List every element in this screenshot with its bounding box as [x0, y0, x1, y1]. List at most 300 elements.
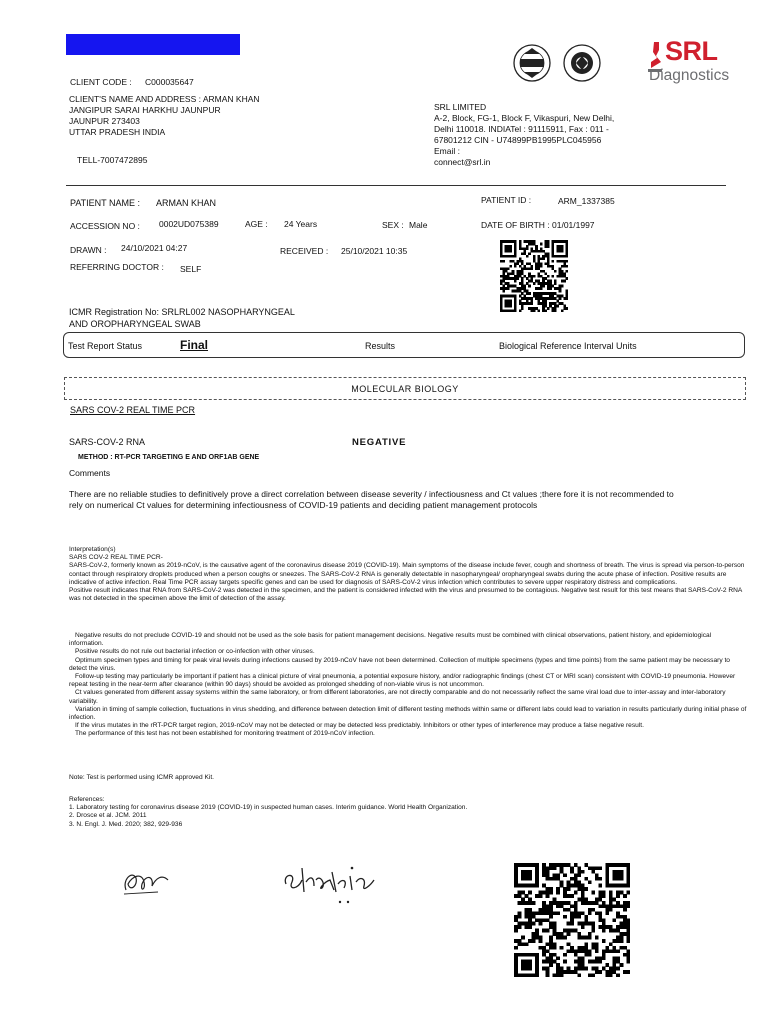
qr-module — [539, 936, 543, 940]
qr-module — [505, 275, 508, 278]
qr-module — [577, 974, 581, 977]
qr-module — [559, 240, 562, 243]
qr-module — [526, 290, 529, 293]
qr-module — [500, 297, 503, 300]
qr-module — [612, 863, 616, 867]
qr-module — [525, 870, 529, 874]
qr-module — [623, 932, 627, 936]
qr-module — [595, 942, 599, 946]
qr-module — [530, 240, 533, 243]
qr-module — [530, 302, 533, 305]
qr-module — [509, 305, 512, 308]
qr-module — [554, 292, 557, 295]
qr-module — [526, 262, 529, 265]
qr-module — [514, 247, 517, 250]
qr-module — [535, 911, 539, 915]
qr-module — [595, 911, 599, 915]
qr-module — [552, 302, 555, 305]
qr-module — [619, 870, 623, 874]
qr-module — [528, 911, 532, 915]
qr-module — [549, 939, 553, 943]
qr-module — [505, 302, 508, 305]
qr-module — [609, 929, 613, 933]
qr-module — [545, 300, 548, 303]
qr-module — [521, 292, 524, 295]
qr-module — [581, 925, 585, 929]
qr-module — [528, 922, 532, 926]
qr-module — [559, 245, 562, 248]
qr-module — [547, 285, 550, 288]
qr-module — [560, 870, 564, 874]
qr-module — [538, 292, 541, 295]
qr-module — [616, 956, 620, 960]
qr-module — [542, 305, 545, 308]
qr-module — [626, 863, 630, 867]
qr-module — [552, 285, 555, 288]
diagnostics-text: Diagnostics — [649, 67, 730, 84]
qr-module — [533, 295, 536, 298]
qr-module — [535, 870, 539, 874]
qr-module — [525, 911, 529, 915]
qr-module — [598, 891, 602, 895]
qr-module — [549, 287, 552, 290]
qr-module — [566, 295, 568, 298]
qr-module — [509, 302, 512, 305]
qr-module — [512, 240, 515, 243]
qr-module — [516, 262, 519, 265]
qr-module — [528, 974, 532, 977]
qr-module — [542, 918, 546, 922]
qr-module — [526, 255, 529, 258]
qr-module — [556, 295, 559, 298]
qr-module — [616, 960, 620, 964]
qr-module — [533, 255, 536, 258]
qr-module — [519, 260, 522, 263]
qr-module — [556, 932, 560, 936]
qr-module — [605, 904, 609, 908]
qr-module — [619, 963, 623, 967]
qr-module — [500, 250, 503, 253]
qr-module — [563, 915, 567, 919]
lab-line-4: Email : — [434, 146, 460, 156]
qr-module — [519, 290, 522, 293]
icmr-line-2: AND OROPHARYNGEAL SWAB — [69, 319, 201, 329]
reference-item: 1. Laboratory testing for coronavirus disease 2019 (COVID-19) in suspected human cases. Interim guidance. World Health Organization. — [69, 804, 468, 812]
qr-module — [556, 247, 559, 250]
qr-module — [577, 866, 581, 870]
qr-module — [561, 260, 564, 263]
qr-module — [535, 265, 538, 268]
qr-module — [619, 873, 623, 877]
qr-module — [500, 255, 503, 258]
qr-module — [516, 287, 519, 290]
qr-module — [514, 963, 518, 967]
qr-module — [545, 302, 548, 305]
qr-module — [542, 307, 545, 310]
qr-module — [588, 880, 592, 884]
qr-module — [552, 295, 555, 298]
qr-module — [602, 939, 606, 943]
qr-module — [554, 310, 557, 312]
qr-module — [532, 932, 536, 936]
qr-module — [509, 295, 512, 298]
qr-module — [542, 280, 545, 283]
received-date: 25/10/2021 10:35 — [341, 246, 408, 256]
qr-module — [532, 915, 536, 919]
qr-module — [502, 267, 505, 270]
qr-module — [559, 275, 562, 278]
qr-module — [546, 904, 550, 908]
qr-module — [545, 272, 548, 275]
qr-module — [518, 953, 522, 957]
qr-module — [542, 255, 545, 258]
qr-module — [570, 904, 574, 908]
qr-module — [546, 974, 550, 977]
qr-module — [626, 866, 630, 870]
reference-item: 2. Drosce et al. JCM. 2011 — [69, 812, 147, 820]
qr-module — [547, 242, 550, 245]
qr-module — [605, 946, 609, 950]
qr-module — [553, 932, 557, 936]
qr-module — [514, 863, 518, 867]
qr-module — [514, 242, 517, 245]
qr-module — [546, 887, 550, 891]
limitation-item: Ct values generated from different assay systems within the same laboratory, or from different laboratories, are not directly comparable and do not necessarily reflect the same viral load due to inter-assay and inter-laboratory variability. — [69, 689, 726, 705]
qr-module — [574, 960, 578, 964]
qr-module — [574, 891, 578, 895]
qr-module — [563, 275, 566, 278]
qr-module — [612, 970, 616, 974]
qr-module — [552, 255, 555, 258]
qr-module — [509, 245, 512, 248]
qr-module — [605, 870, 609, 874]
department-box — [64, 377, 746, 400]
drawn-date: 24/10/2021 04:27 — [121, 243, 188, 253]
qr-module — [535, 967, 539, 971]
qr-module — [616, 911, 620, 915]
qr-module — [556, 863, 560, 867]
qr-module — [500, 295, 503, 298]
qr-module — [542, 946, 546, 950]
qr-module — [533, 257, 536, 260]
qr-module — [546, 891, 550, 895]
qr-module — [556, 891, 560, 895]
qr-module — [546, 877, 550, 881]
qr-module — [532, 974, 536, 977]
qr-module — [609, 967, 613, 971]
qr-module — [542, 949, 546, 953]
qr-module — [570, 884, 574, 888]
qr-module — [552, 292, 555, 295]
qr-module — [525, 877, 529, 881]
qr-module — [549, 297, 552, 300]
qr-module — [584, 863, 588, 867]
qr-module — [521, 277, 524, 280]
qr-module — [598, 894, 602, 898]
qr-module — [559, 250, 562, 253]
referring-doctor-label: REFERRING DOCTOR : — [70, 262, 164, 272]
qr-module — [581, 967, 585, 971]
qr-module — [528, 967, 532, 971]
qr-module — [588, 866, 592, 870]
qr-module — [525, 974, 529, 977]
qr-module — [521, 953, 525, 957]
qr-module — [535, 956, 539, 960]
qr-module — [545, 277, 548, 280]
qr-module — [616, 901, 620, 905]
qr-module — [547, 265, 550, 268]
qr-module — [507, 250, 510, 253]
qr-module — [577, 932, 581, 936]
qr-module — [602, 918, 606, 922]
lab-line-2: Delhi 110018. INDIATel : 91115911, Fax : 011 - — [434, 124, 609, 134]
qr-module — [542, 285, 545, 288]
qr-module — [584, 898, 588, 902]
qr-module — [552, 275, 555, 278]
nabl-seal-icon — [514, 45, 550, 81]
qr-module — [554, 282, 557, 285]
qr-module — [533, 310, 536, 312]
qr-module — [545, 305, 548, 308]
qr-module — [502, 277, 505, 280]
qr-module — [552, 247, 555, 250]
qr-module — [561, 250, 564, 253]
qr-module — [538, 282, 541, 285]
qr-module — [546, 970, 550, 974]
qr-module — [549, 908, 553, 912]
referring-doctor: SELF — [180, 264, 202, 274]
qr-module — [509, 265, 512, 268]
qr-module — [538, 295, 541, 298]
lab-line-5: connect@srl.in — [434, 157, 491, 167]
qr-module — [502, 240, 505, 243]
qr-module — [521, 272, 524, 275]
qr-module — [602, 922, 606, 926]
qr-module — [595, 877, 599, 881]
qr-module — [525, 925, 529, 929]
qr-module — [556, 877, 560, 881]
qr-module — [626, 949, 630, 953]
qr-module — [556, 887, 560, 891]
qr-module — [556, 873, 560, 877]
qr-module — [574, 901, 578, 905]
qr-module — [500, 267, 503, 270]
qr-module — [588, 949, 592, 953]
qr-module — [519, 240, 522, 243]
qr-module — [525, 915, 529, 919]
signature-left — [118, 862, 178, 902]
qr-module — [563, 297, 566, 300]
qr-module — [542, 904, 546, 908]
qr-module — [542, 870, 546, 874]
qr-module — [623, 946, 627, 950]
qr-module — [619, 904, 623, 908]
qr-module — [623, 901, 627, 905]
qr-module — [549, 302, 552, 305]
qr-module — [542, 911, 546, 915]
qr-module — [626, 901, 630, 905]
qr-module — [525, 922, 529, 926]
qr-module — [542, 960, 546, 964]
qr-module — [567, 970, 571, 974]
qr-module — [602, 949, 606, 953]
qr-module — [577, 922, 581, 926]
qr-module — [512, 277, 515, 280]
qr-module — [521, 901, 525, 905]
qr-module — [535, 877, 539, 881]
qr-module — [584, 953, 588, 957]
qr-module — [507, 300, 510, 303]
qr-module — [619, 946, 623, 950]
qr-module — [509, 250, 512, 253]
qr-module — [549, 901, 553, 905]
qr-module — [591, 908, 595, 912]
qr-module — [577, 887, 581, 891]
qr-module — [553, 925, 557, 929]
qr-module — [554, 240, 557, 243]
qr-module — [538, 300, 541, 303]
qr-module — [514, 277, 517, 280]
qr-module — [509, 300, 512, 303]
qr-module — [574, 949, 578, 953]
qr-module — [616, 915, 620, 919]
qr-module — [595, 970, 599, 974]
qr-module — [561, 310, 564, 312]
qr-module — [626, 877, 630, 881]
qr-module — [563, 262, 566, 265]
patient-name: ARMAN KHAN — [156, 198, 217, 208]
qr-module — [577, 884, 581, 888]
qr-module — [546, 949, 550, 953]
qr-module — [500, 240, 503, 243]
qr-module — [609, 884, 613, 888]
qr-module — [535, 932, 539, 936]
qr-module — [514, 894, 518, 898]
qr-module — [553, 863, 557, 867]
qr-module — [567, 884, 571, 888]
qr-module — [526, 247, 529, 250]
qr-module — [500, 245, 503, 248]
qr-module — [546, 956, 550, 960]
patient-id: ARM_1337385 — [558, 196, 615, 206]
qr-module — [549, 946, 553, 950]
qr-module — [535, 960, 539, 964]
qr-module — [521, 252, 524, 255]
qr-module — [559, 287, 562, 290]
qr-module — [519, 295, 522, 298]
qr-module — [521, 884, 525, 888]
qr-module — [535, 247, 538, 250]
qr-module — [549, 915, 553, 919]
limitation-item: Negative results do not preclude COVID-19 and should not be used as the sole basis for patient management decisions. Negative results must be combined with clinical observations, patient history, and epidemiological information. — [69, 632, 712, 648]
qr-module — [516, 270, 519, 273]
qr-module — [549, 891, 553, 895]
qr-module — [549, 925, 553, 929]
qr-module — [612, 956, 616, 960]
srl-brand-text: SRL — [665, 36, 718, 66]
comment-text: There are no reliable studies to definitively prove a direct correlation between disease severity / infectiousness and Ct values ;there fore it is not recommended to rely on numerical Ct values for determining infectiousness of COVID-19 patients and deciding patient management protocols — [69, 489, 674, 510]
accession-no: 0002UD075389 — [159, 219, 219, 229]
qr-module — [549, 295, 552, 298]
qr-module — [616, 949, 620, 953]
qr-module — [616, 974, 620, 977]
qr-module — [532, 936, 536, 940]
qr-module — [619, 925, 623, 929]
qr-module — [598, 918, 602, 922]
qr-module — [581, 901, 585, 905]
qr-module — [545, 282, 548, 285]
client-addr-3: UTTAR PRADESH INDIA — [69, 127, 166, 137]
qr-module — [528, 901, 532, 905]
qr-module — [584, 946, 588, 950]
qr-module — [539, 911, 543, 915]
qr-module — [609, 942, 613, 946]
qr-module — [616, 870, 620, 874]
qr-module — [545, 292, 548, 295]
qr-module — [626, 870, 630, 874]
qr-module — [509, 310, 512, 312]
result-value: NEGATIVE — [352, 437, 407, 448]
qr-module — [605, 877, 609, 881]
qr-module — [609, 970, 613, 974]
qr-module — [539, 891, 543, 895]
qr-module — [540, 275, 543, 278]
qr-module — [523, 240, 526, 243]
qr-module — [560, 904, 564, 908]
qr-module — [598, 911, 602, 915]
qr-module — [623, 953, 627, 957]
qr-module — [545, 255, 548, 258]
comments-label: Comments — [69, 468, 111, 478]
qr-module — [560, 901, 564, 905]
qr-module — [514, 265, 517, 268]
qr-module — [581, 894, 585, 898]
qr-module — [532, 901, 536, 905]
qr-module — [538, 297, 541, 300]
qr-module — [556, 245, 559, 248]
qr-module — [540, 297, 543, 300]
qr-module — [563, 929, 567, 933]
qr-module — [567, 880, 571, 884]
qr-module — [514, 300, 517, 303]
qr-module — [577, 911, 581, 915]
qr-module — [542, 257, 545, 260]
qr-module — [552, 242, 555, 245]
qr-module — [530, 250, 533, 253]
qr-module — [545, 310, 548, 312]
qr-module — [507, 282, 510, 285]
qr-module — [577, 873, 581, 877]
qr-module — [505, 245, 508, 248]
qr-module — [507, 272, 510, 275]
qr-module — [560, 863, 564, 867]
qr-module — [509, 247, 512, 250]
qr-module — [528, 963, 532, 967]
qr-module — [528, 870, 532, 874]
qr-module — [559, 255, 562, 258]
qr-module — [605, 925, 609, 929]
qr-module — [570, 946, 574, 950]
qr-module — [538, 250, 541, 253]
qr-module — [526, 300, 529, 303]
qr-module — [502, 270, 505, 273]
client-name-line: CLIENT'S NAME AND ADDRESS : ARMAN KHAN — [69, 94, 260, 104]
qr-module — [566, 250, 568, 253]
qr-module — [552, 260, 555, 263]
qr-module — [554, 287, 557, 290]
qr-module — [584, 949, 588, 953]
qr-module — [533, 292, 536, 295]
